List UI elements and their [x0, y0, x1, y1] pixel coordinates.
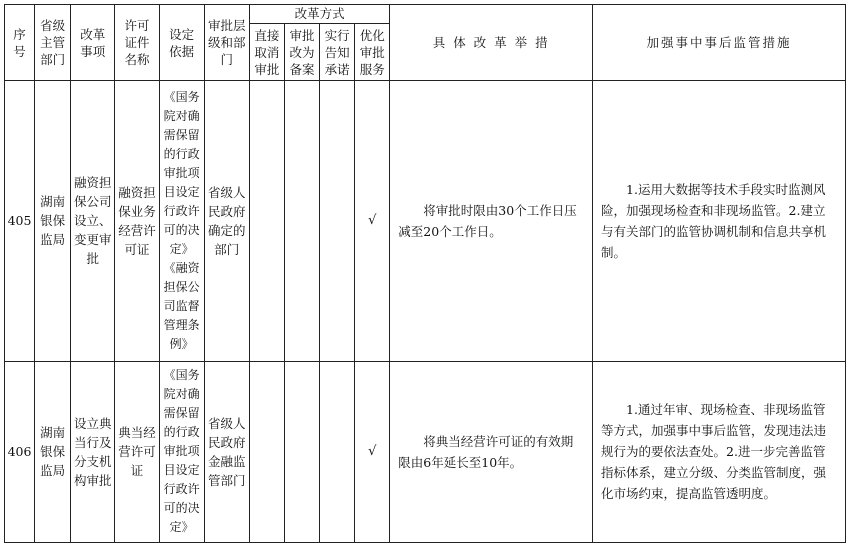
header-license: 许可证件名称 [115, 5, 159, 81]
header-method-cancel: 直接取消审批 [249, 24, 284, 81]
table-body [5, 81, 846, 543]
table-row [5, 81, 846, 362]
header-method-notify: 实行告知承诺 [320, 24, 355, 81]
reform-table [4, 4, 846, 543]
cell-item: 融资担保公司设立、变更审批 [71, 81, 115, 362]
header-basis: 设定依据 [159, 5, 204, 81]
cell-basis: 《国务院对确需保留的行政审批项目设定行政许可的决定》《融资担保公司监督管理条例》 [159, 81, 204, 362]
cell-dept: 湖南银保监局 [35, 81, 71, 362]
header-method-record: 审批改为备案 [284, 24, 319, 81]
cell-supervision: 1.运用大数据等技术手段实时监测风险，加强现场检查和非现场监管。2.建立与有关部门的监管协调机制和信息共享机制。 [593, 81, 846, 362]
cell-method-notify [320, 81, 355, 362]
cell-method-cancel [249, 361, 284, 542]
header-item: 改革事项 [71, 5, 115, 81]
cell-license: 典当经营许可证 [115, 361, 159, 542]
cell-method-optimize: √ [355, 81, 390, 362]
header-seq: 序号 [5, 5, 35, 81]
cell-supervision: 1.通过年审、现场检查、非现场监管等方式，加强事中事后监管，发现违法违规行为的要依法查处。2.进一步完善监管指标体系，建立分级、分类监管制度，强化市场约束，提高监管透明度。 [593, 361, 846, 542]
table-header [5, 5, 846, 81]
cell-level: 省级人民政府确定的部门 [204, 81, 249, 362]
header-method-optimize: 优化审批服务 [355, 24, 390, 81]
header-level: 审批层级和部门 [204, 5, 249, 81]
cell-license: 融资担保业务经营许可证 [115, 81, 159, 362]
policy-table-page [4, 4, 846, 543]
cell-method-record [284, 361, 319, 542]
cell-seq: 405 [5, 81, 35, 362]
cell-measures: 将典当经营许可证的有效期限由6年延长至10年。 [390, 361, 593, 542]
cell-measures: 将审批时限由30个工作日压减至20个工作日。 [390, 81, 593, 362]
header-dept: 省级主管部门 [35, 5, 71, 81]
cell-method-notify [320, 361, 355, 542]
cell-dept: 湖南银保监局 [35, 361, 71, 542]
cell-method-optimize: √ [355, 361, 390, 542]
cell-item: 设立典当行及分支机构审批 [71, 361, 115, 542]
cell-method-cancel [249, 81, 284, 362]
cell-level: 省级人民政府金融监管部门 [204, 361, 249, 542]
cell-method-record [284, 81, 319, 362]
cell-basis: 《国务院对确需保留的行政审批项目设定行政许可的决定》 [159, 361, 204, 542]
header-supervision: 加强事中事后监管措施 [593, 5, 846, 81]
header-measures: 具 体 改 革 举 措 [390, 5, 593, 81]
header-method-group: 改革方式 [249, 5, 389, 24]
cell-seq: 406 [5, 361, 35, 542]
table-row [5, 361, 846, 542]
